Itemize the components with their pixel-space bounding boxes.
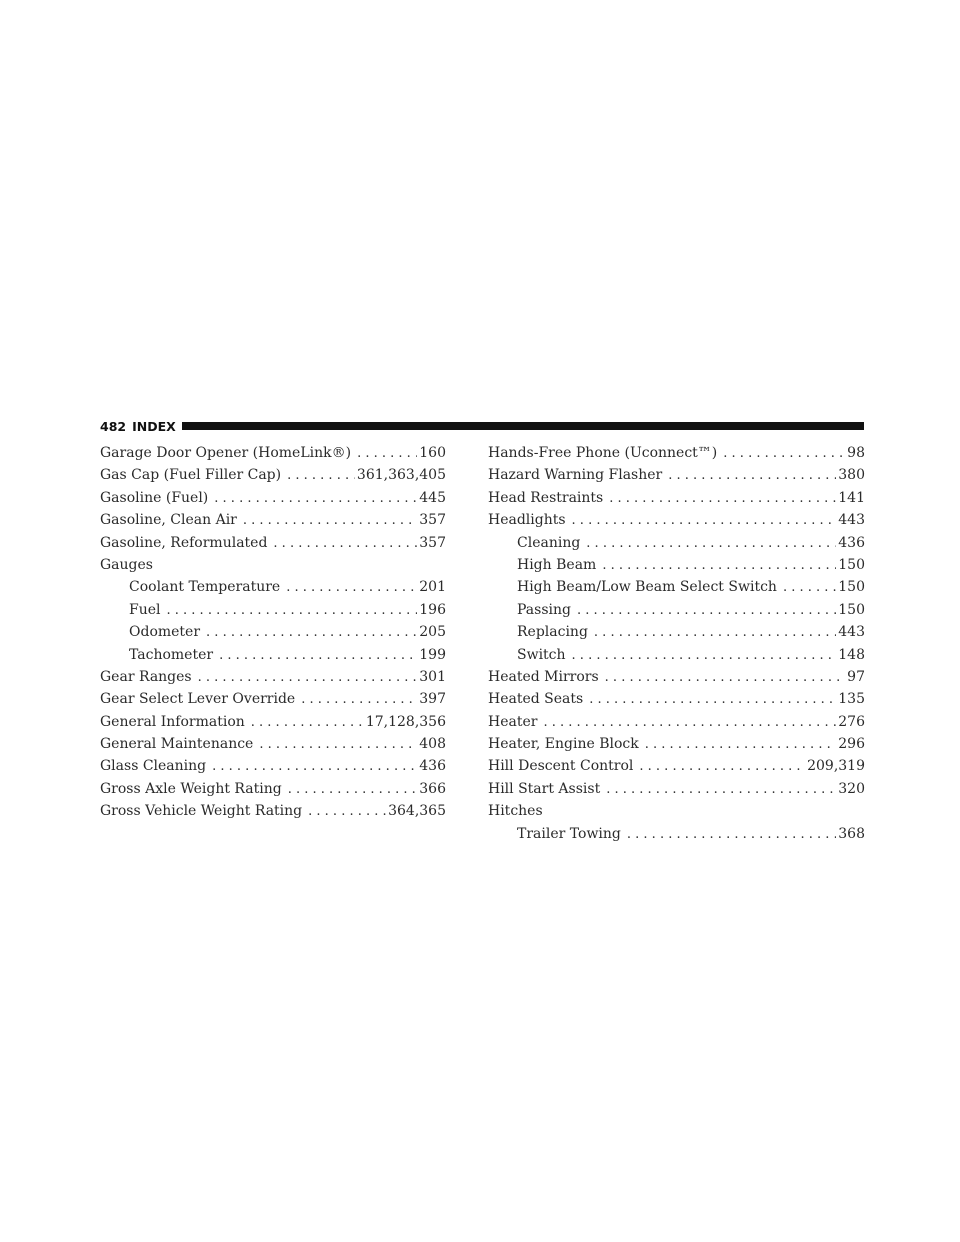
- entry-page-ref: 98: [847, 445, 865, 461]
- index-subentry: [488, 644, 865, 666]
- dot-leader: [639, 756, 805, 777]
- entry-page-ref: 150: [838, 601, 865, 618]
- entry-page-ref: 209,319: [807, 758, 865, 775]
- dot-leader: [609, 488, 836, 509]
- index-subentry: [488, 532, 865, 554]
- index-subentry: [488, 621, 865, 643]
- entry-page-ref: 408: [419, 736, 446, 753]
- entry-page-ref: 301: [419, 668, 446, 685]
- entry-page-ref: 357: [419, 512, 446, 529]
- entry-page-ref: 199: [419, 646, 446, 663]
- index-entry: [488, 487, 865, 509]
- entry-page-ref: 148: [838, 646, 865, 663]
- entry-label: Fuel: [129, 601, 161, 618]
- page-header: [100, 416, 864, 436]
- entry-label: Cleaning: [517, 534, 581, 551]
- dot-leader: [357, 443, 417, 464]
- entry-label: Gasoline (Fuel): [100, 489, 209, 506]
- entry-label: Odometer: [129, 624, 201, 641]
- entry-label: Hill Start Assist: [488, 780, 601, 797]
- entry-label: Garage Door Opener (HomeLink®): [100, 445, 352, 461]
- entry-label: Heater, Engine Block: [488, 736, 639, 753]
- dot-leader: [259, 734, 417, 755]
- entry-page-ref: 366: [419, 780, 446, 797]
- entry-label: Hazard Warning Flasher: [488, 467, 663, 484]
- entry-label: Heated Mirrors: [488, 668, 599, 685]
- index-entry: [100, 778, 446, 800]
- entry-page-ref: 368: [838, 825, 865, 842]
- entry-page-ref: 205: [419, 624, 446, 641]
- dot-leader: [668, 465, 836, 486]
- index-heading: Gauges: [100, 556, 153, 573]
- entry-page-ref: 361,363,405: [356, 467, 446, 484]
- dot-leader: [198, 667, 418, 688]
- index-entry: [488, 666, 865, 688]
- index-entry: [100, 666, 446, 688]
- index-entry: [100, 688, 446, 710]
- dot-leader: [243, 510, 417, 531]
- index-entry: [100, 487, 446, 509]
- dot-leader: [288, 779, 418, 800]
- entry-page-ref: 445: [419, 489, 446, 506]
- entry-page-ref: 296: [838, 736, 865, 753]
- entry-page-ref: 443: [838, 624, 865, 641]
- entry-page-ref: 397: [419, 691, 446, 708]
- dot-leader: [308, 801, 386, 822]
- entry-page-ref: 276: [838, 713, 865, 730]
- index-entry: [488, 755, 865, 777]
- entry-label: Gross Vehicle Weight Rating: [100, 803, 303, 820]
- index-subentry: [488, 823, 865, 845]
- entry-label: Coolant Temperature: [129, 579, 281, 596]
- index-subentry: [100, 576, 446, 598]
- entry-label: Replacing: [517, 624, 588, 641]
- entry-page-ref: 436: [838, 534, 865, 551]
- entry-label: General Information: [100, 713, 245, 730]
- entry-label: High Beam: [517, 556, 597, 573]
- dot-leader: [214, 488, 417, 509]
- dot-leader: [577, 600, 836, 621]
- entry-label: Gasoline, Reformulated: [100, 534, 268, 551]
- index-entry: [100, 509, 446, 531]
- index-subentry: [488, 576, 865, 598]
- dot-leader: [572, 510, 837, 531]
- entry-page-ref: 97: [847, 668, 865, 685]
- index-entry: [488, 688, 865, 710]
- dot-leader: [206, 622, 417, 643]
- entry-label: Gasoline, Clean Air: [100, 512, 237, 529]
- index-entry: [488, 509, 865, 531]
- entry-label: Switch: [517, 646, 566, 663]
- entry-page-ref: 436: [419, 758, 446, 775]
- entry-page-ref: 357: [419, 534, 446, 551]
- index-subentry: [100, 644, 446, 666]
- entry-label: Passing: [517, 601, 571, 618]
- index-entry: [100, 464, 446, 486]
- entry-page-ref: 135: [838, 691, 865, 708]
- entry-label: General Maintenance: [100, 736, 254, 753]
- entry-label: Hill Descent Control: [488, 758, 634, 775]
- entry-label: Hands-Free Phone (Uconnect™): [488, 445, 718, 461]
- dot-leader: [301, 689, 417, 710]
- entry-page-ref: 364,365: [388, 803, 446, 820]
- entry-label: Headlights: [488, 512, 566, 529]
- entry-label: Gear Select Lever Override: [100, 691, 296, 708]
- entry-page-ref: 443: [838, 512, 865, 529]
- entry-page-ref: 141: [838, 489, 865, 506]
- dot-leader: [783, 577, 836, 598]
- dot-leader: [219, 645, 417, 666]
- page-number: 482: [100, 418, 127, 434]
- entry-page-ref: 150: [838, 579, 865, 596]
- dot-leader: [589, 689, 836, 710]
- dot-leader: [251, 712, 364, 733]
- entry-label: Glass Cleaning: [100, 758, 207, 775]
- entry-page-ref: 160: [419, 445, 446, 461]
- dot-leader: [645, 734, 837, 755]
- dot-leader: [286, 577, 417, 598]
- dot-leader: [602, 555, 836, 576]
- dot-leader: [212, 756, 417, 777]
- dot-leader: [572, 645, 837, 666]
- dot-leader: [605, 667, 846, 688]
- dot-leader: [273, 533, 417, 554]
- index-column-left: [100, 442, 446, 823]
- index-entry: [488, 464, 865, 486]
- index-entry: [100, 733, 446, 755]
- entry-label: Head Restraints: [488, 489, 604, 506]
- entry-label: Gross Axle Weight Rating: [100, 780, 282, 797]
- dot-leader: [543, 712, 836, 733]
- entry-page-ref: 320: [838, 780, 865, 797]
- entry-label: Trailer Towing: [517, 825, 621, 842]
- index-entry: [488, 778, 865, 800]
- dot-leader: [627, 824, 836, 845]
- index-entry: [100, 800, 446, 822]
- index-entry: [100, 755, 446, 777]
- dot-leader: [723, 443, 845, 464]
- index-column-right: [488, 442, 865, 845]
- dot-leader: [287, 465, 355, 486]
- index-entry: [100, 532, 446, 554]
- section-title: INDEX: [132, 418, 176, 434]
- dot-leader: [606, 779, 836, 800]
- dot-leader: [167, 600, 418, 621]
- index-entry: [488, 442, 865, 464]
- entry-label: Tachometer: [129, 646, 214, 663]
- index-entry: [100, 711, 446, 733]
- index-subentry: [488, 599, 865, 621]
- index-entry: [100, 442, 446, 464]
- index-entry: [488, 711, 865, 733]
- dot-leader: [594, 622, 836, 643]
- entry-page-ref: 150: [838, 556, 865, 573]
- entry-page-ref: 17,128,356: [365, 713, 446, 730]
- entry-page-ref: 380: [838, 467, 865, 484]
- entry-label: Gear Ranges: [100, 668, 192, 685]
- index-subentry: [488, 554, 865, 576]
- entry-label: Gas Cap (Fuel Filler Cap): [100, 467, 282, 484]
- header-rule: [182, 422, 864, 430]
- dot-leader: [586, 533, 836, 554]
- entry-label: Heated Seats: [488, 691, 584, 708]
- entry-label: High Beam/Low Beam Select Switch: [517, 579, 777, 596]
- index-subentry: [100, 621, 446, 643]
- index-subentry: [100, 599, 446, 621]
- entry-label: Heater: [488, 713, 538, 730]
- entry-page-ref: 196: [419, 601, 446, 618]
- entry-page-ref: 201: [419, 579, 446, 596]
- index-entry: [488, 733, 865, 755]
- index-heading: Hitches: [488, 803, 543, 820]
